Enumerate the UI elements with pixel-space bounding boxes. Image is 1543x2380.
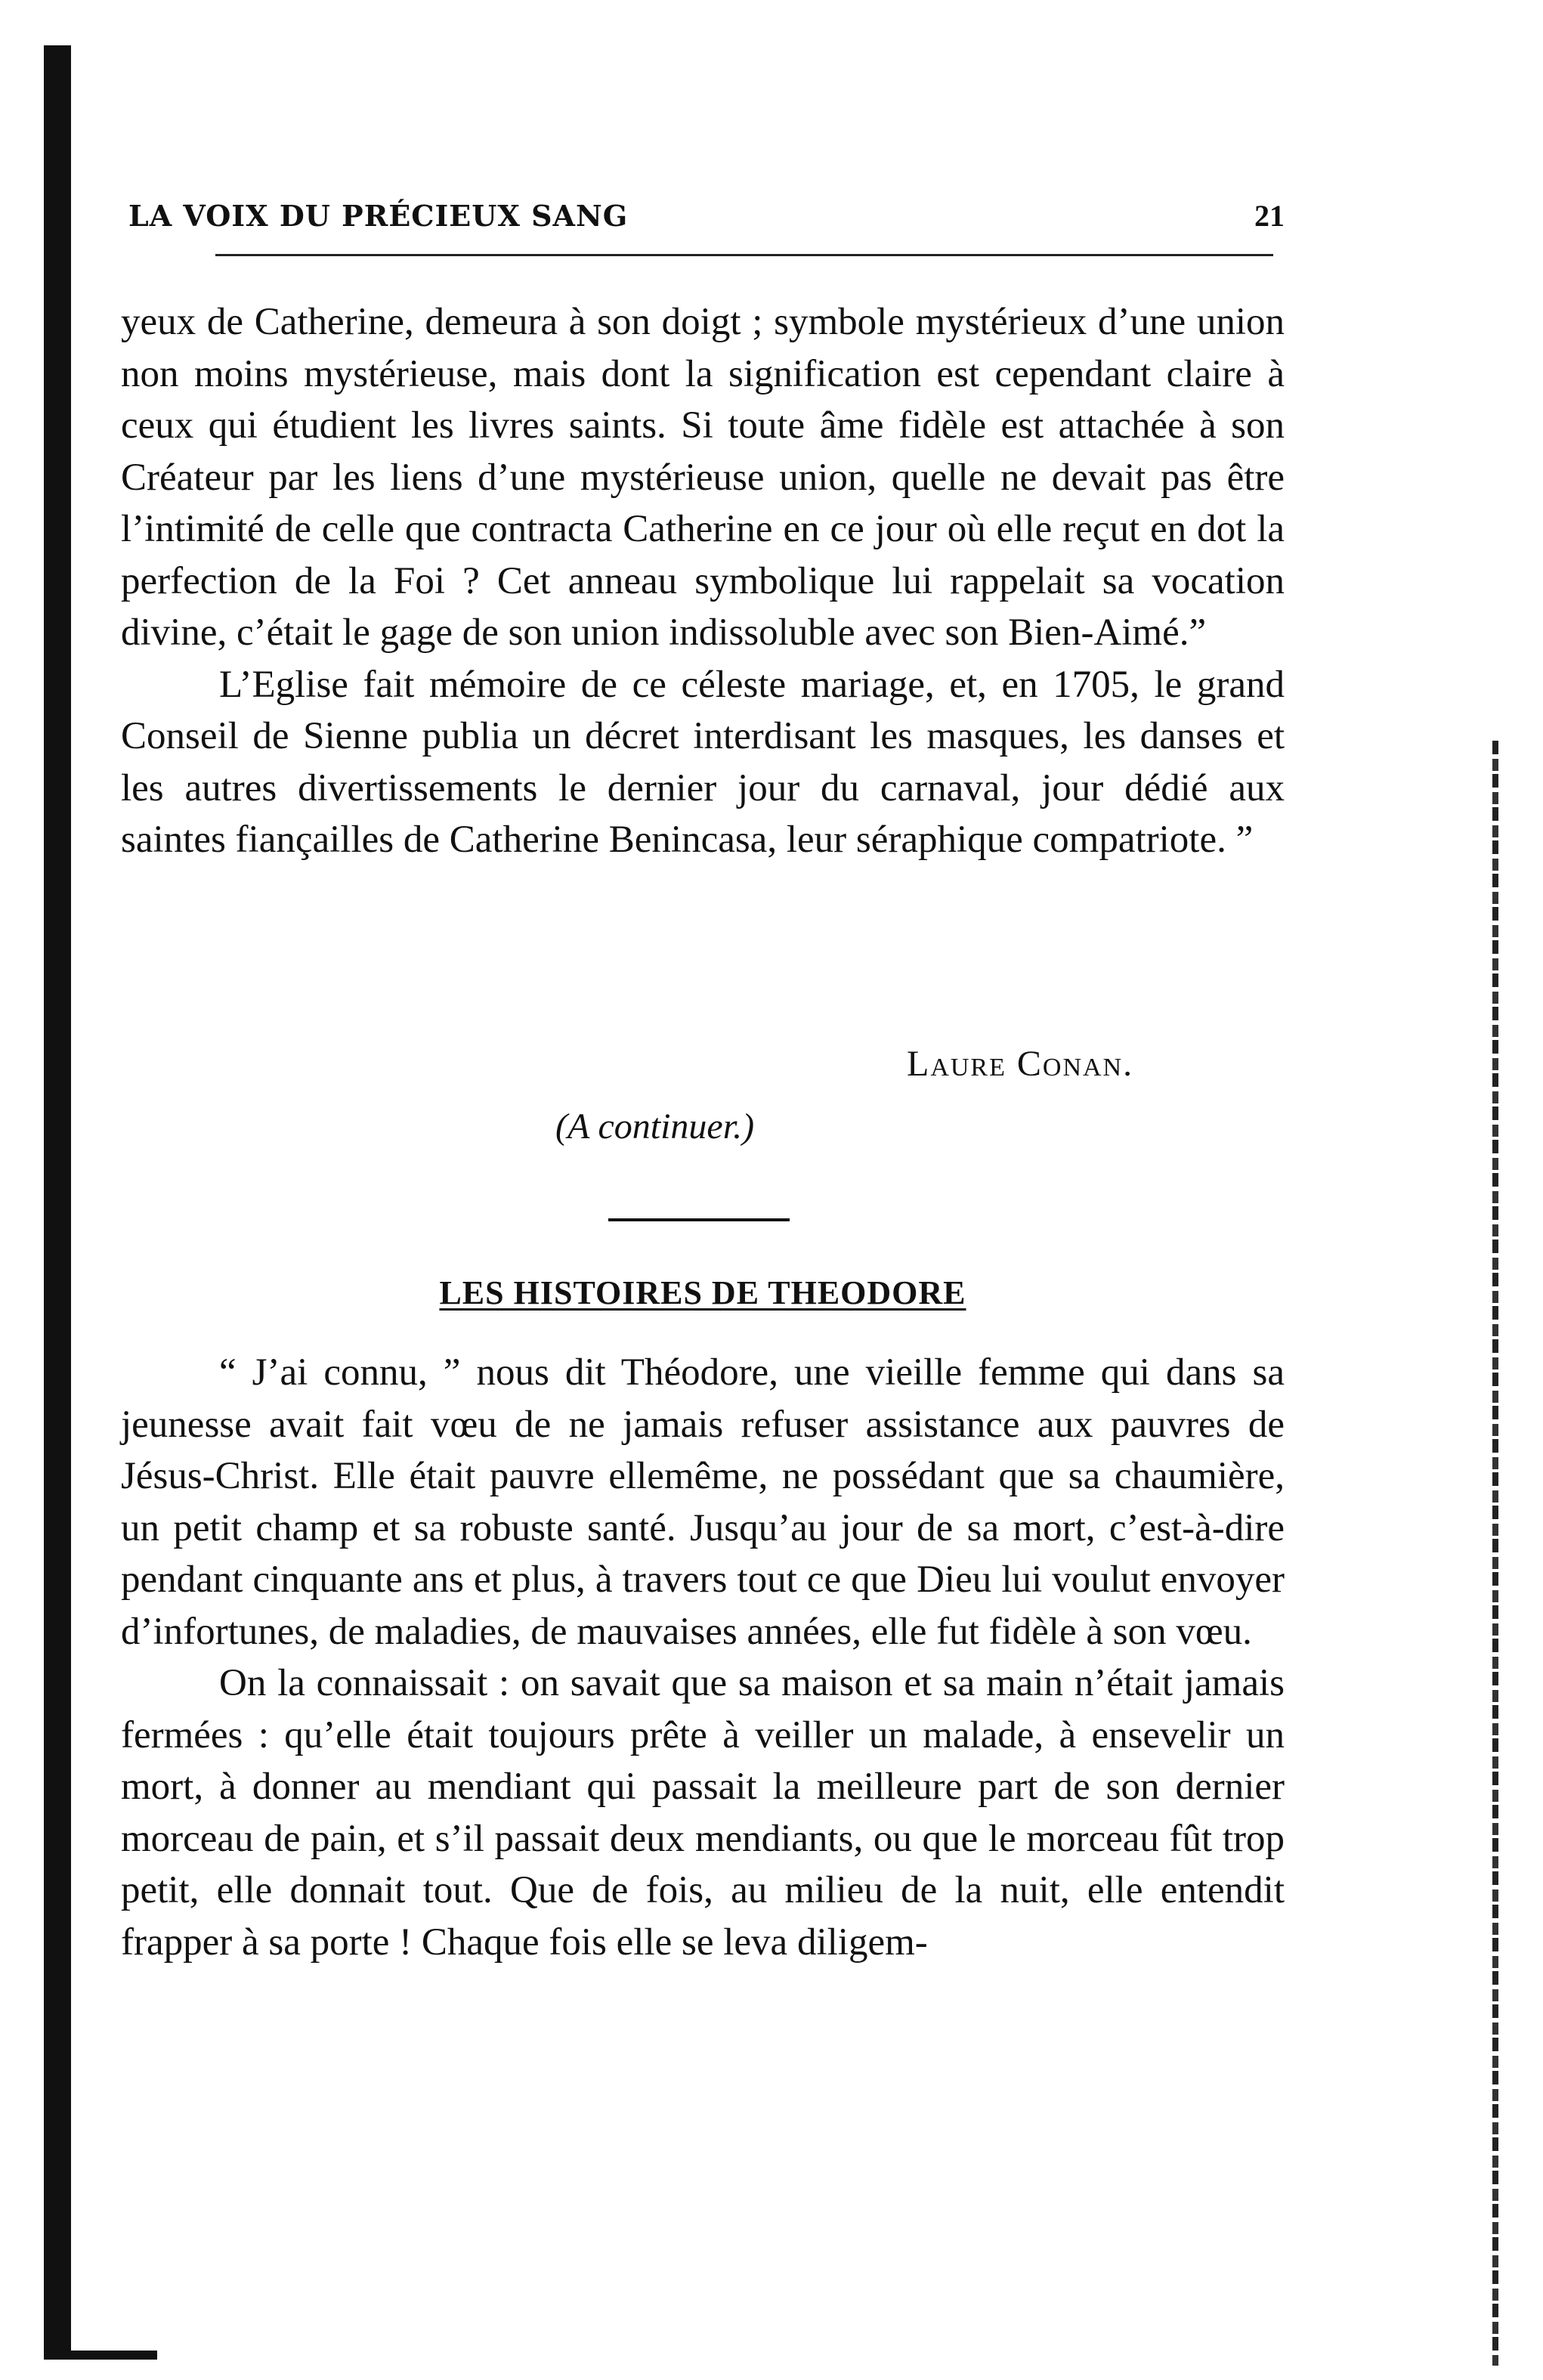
page-number: 21 xyxy=(1254,198,1285,233)
article-2-body xyxy=(121,1347,1285,1968)
scan-right-edge xyxy=(1492,741,1498,2366)
scan-left-edge xyxy=(44,45,71,2358)
article-1-paragraph-1: yeux de Catherine, demeura à son doigt ; symbole mystérieux d’une union non moins mystérieuse, mais dont la signification est cependant claire à ceux qui étudient les livres saints. Si toute âme fidèle est attachée à son Créateur par les liens d’une mystérieuse union, quelle ne devait pas être l’intimité de celle que contracta Catherine en ce jour où elle reçut en dot la perfection de la Foi ? Cet anneau symbolique lui rappelait sa vocation divine, c’était le gage de son union indissoluble avec son Bien-Aimé.” xyxy=(121,301,1285,654)
page-header xyxy=(128,189,1285,242)
section-heading: LES HISTOIRES DE THEODORE xyxy=(439,1274,966,1311)
continued-note: (A continuer.) xyxy=(555,1106,755,1147)
article-1-paragraph-2: L’Eglise fait mémoire de ce céleste mariage, et, en 1705, le grand Conseil de Sienne publia un décret interdisant les masques, les danses et les autres divertissements le dernier jour du carnaval, jour dédié aux saintes fiançailles de Catherine Benincasa, leur séraphique compatriote. ” xyxy=(121,663,1285,861)
header-rule xyxy=(215,254,1273,256)
article-2-paragraph-1: “ J’ai connu, ” nous dit Théodore, une vieille femme qui dans sa jeunesse avait fait vœu de ne jamais refuser assistance aux pauvres de Jésus-Christ. Elle était pauvre ellemême, ne possédant que sa chaumière, un petit champ et sa robuste santé. Jusqu’au jour de sa mort, c’est-à-dire pendant cinquante ans et plus, à travers tout ce que Dieu lui voulut envoyer d’infortunes, de maladies, de mauvaises années, elle fut fidèle à son vœu. xyxy=(121,1351,1285,1653)
article-1-body xyxy=(121,296,1285,866)
article-2-paragraph-2: On la connaissait : on savait que sa maison et sa main n’était jamais fermées : qu’elle était toujours prête à veiller un malade, à ensevelir un mort, à donner au mendiant qui passait la meilleure part de son dernier morceau de pain, et s’il passait deux mendiants, ou que le morceau fût trop petit, elle donnait tout. Que de fois, au milieu de la nuit, elle entendit frapper à sa porte ! Chaque fois elle se leva diligem- xyxy=(121,1662,1285,1964)
running-title: LA VOIX DU PRÉCIEUX SANG xyxy=(128,198,629,233)
author-signature: Laure Conan. xyxy=(907,1044,1134,1084)
section-divider xyxy=(608,1218,790,1221)
scan-bottom-edge xyxy=(44,2351,157,2360)
